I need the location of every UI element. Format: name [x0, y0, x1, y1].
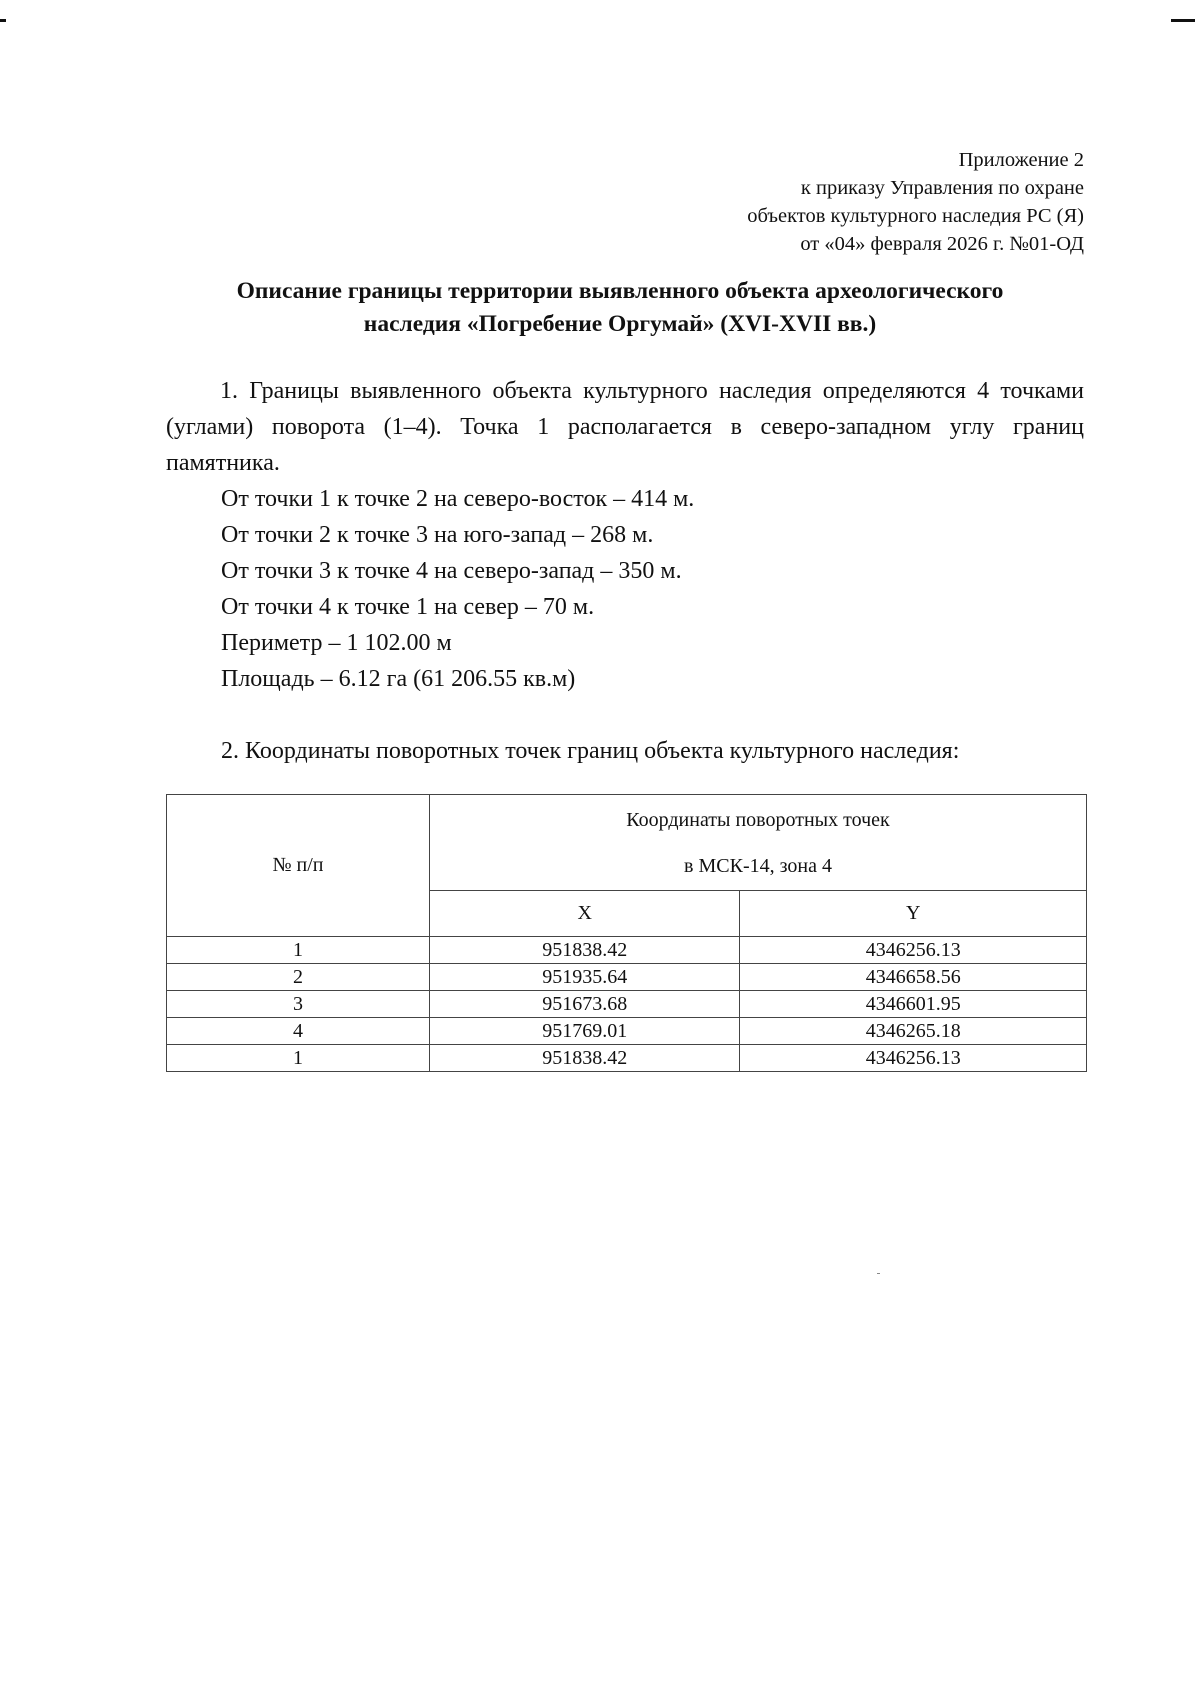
table-row — [167, 964, 1087, 991]
column-group-header — [430, 795, 1087, 891]
appendix-line: Приложение 2 — [958, 149, 1084, 171]
cell-x: 951838.42 — [430, 1045, 740, 1072]
perimeter-line: Периметр – 1 102.00 м — [221, 630, 452, 656]
appendix-line: от «04» февраля 2026 г. №01-ОД — [800, 233, 1084, 255]
group-header-line-1: Координаты поворотных точек — [626, 808, 890, 831]
coordinates-table — [166, 794, 1087, 1072]
column-header-x: X — [430, 891, 740, 937]
cell-number: 3 — [167, 991, 430, 1018]
coordinates-heading: 2. Координаты поворотных точек границ объекта культурного наследия: — [221, 738, 960, 764]
title-line-1: Описание границы территории выявленного объекта археологического — [236, 278, 1004, 304]
title-line-2: наследия «Погребение Оргумай» (XVI-XVII вв.) — [363, 311, 877, 337]
cell-x: 951935.64 — [430, 964, 740, 991]
column-header-y: Y — [740, 891, 1087, 937]
segment-line: От точки 2 к точке 3 на юго-запад – 268 м. — [221, 522, 654, 548]
cell-number: 1 — [167, 1045, 430, 1072]
cell-y: 4346256.13 — [740, 1045, 1087, 1072]
table-row — [167, 991, 1087, 1018]
table-row — [167, 1018, 1087, 1045]
cell-y: 4346601.95 — [740, 991, 1087, 1018]
cell-x: 951769.01 — [430, 1018, 740, 1045]
cell-y: 4346256.13 — [740, 937, 1087, 964]
scan-speck — [877, 1273, 880, 1274]
group-header-line-2: в МСК-14, зона 4 — [684, 854, 832, 877]
appendix-line: к приказу Управления по охране — [800, 177, 1084, 199]
segment-line: От точки 3 к точке 4 на северо-запад – 350 м. — [221, 558, 682, 584]
scan-edge-mark — [0, 19, 6, 22]
boundary-segments — [221, 481, 694, 697]
cell-y: 4346265.18 — [740, 1018, 1087, 1045]
segment-line: От точки 4 к точке 1 на север – 70 м. — [221, 594, 595, 620]
table-row — [167, 1045, 1087, 1072]
document-title — [150, 275, 1090, 341]
appendix-line: объектов культурного наследия РС (Я) — [747, 205, 1084, 227]
cell-number: 4 — [167, 1018, 430, 1045]
cell-x: 951838.42 — [430, 937, 740, 964]
appendix-header — [747, 146, 1084, 258]
cell-number: 1 — [167, 937, 430, 964]
area-line: Площадь – 6.12 га (61 206.55 кв.м) — [221, 666, 576, 692]
column-header-number: № п/п — [167, 795, 430, 937]
segment-line: От точки 1 к точке 2 на северо-восток – 414 м. — [221, 486, 695, 512]
table-row — [167, 937, 1087, 964]
cell-x: 951673.68 — [430, 991, 740, 1018]
cell-number: 2 — [167, 964, 430, 991]
boundary-paragraph: 1. Границы выявленного объекта культурного наследия определяются 4 точками (углами) поворота (1–4). Точка 1 располагается в северо-западном углу границ памятника. — [166, 378, 1084, 476]
scan-edge-mark — [1171, 19, 1195, 22]
cell-y: 4346658.56 — [740, 964, 1087, 991]
